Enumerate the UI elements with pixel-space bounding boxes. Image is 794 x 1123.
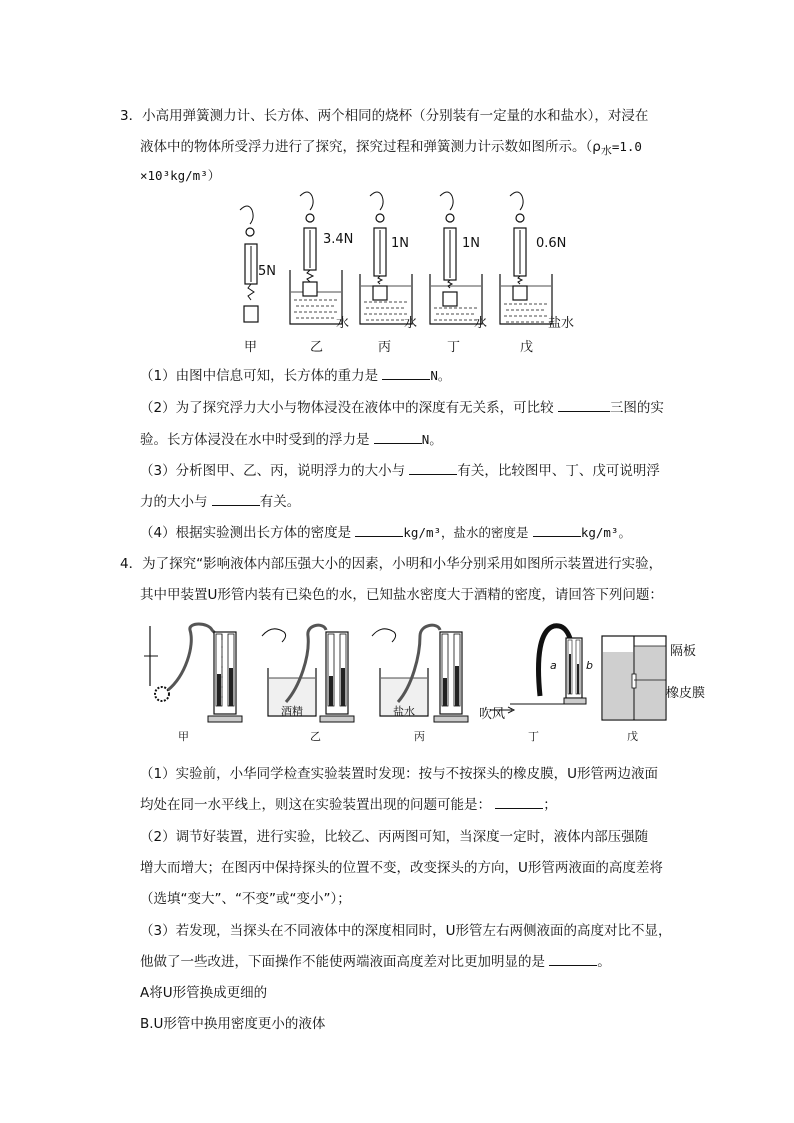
q4-label-jia: 甲 bbox=[178, 730, 189, 743]
q4-fig-wu bbox=[602, 636, 666, 720]
q4-sub-2: （2）调节好装置，进行实验，比较乙、丙两图可知，当深度一定时，液体内部压强随 bbox=[140, 829, 649, 845]
q3-fig-wu bbox=[500, 192, 552, 324]
q4-fig-jia bbox=[144, 624, 242, 722]
q3-reading-bing: 1N bbox=[391, 236, 409, 251]
q4-figure bbox=[140, 616, 700, 736]
q3-sub-4-text-b: kg/m³，盐水的密度是 bbox=[403, 525, 529, 540]
q4-sub-3-text-b: 他做了一些改进，下面操作不能使两端液面高度差对比更加明显的是 bbox=[140, 954, 545, 970]
q4-label-bing: 丙 bbox=[414, 730, 425, 743]
q3-sub-4 bbox=[140, 521, 631, 541]
q3-reading-ding: 1N bbox=[462, 236, 480, 251]
q4-sub-3: （3）若发现，当探头在不同液体中的深度相同时，U形管左右两侧液面的高度对比不显， bbox=[140, 923, 672, 939]
q3-sub-2-text-c: 验。长方体浸没在水中时受到的浮力是 bbox=[140, 432, 370, 448]
q4-sub-1-cont bbox=[140, 793, 557, 813]
q3-sub-1-unit: N。 bbox=[430, 368, 451, 383]
q3-sub-3-cont bbox=[140, 490, 300, 510]
answer-blank[interactable] bbox=[549, 953, 597, 966]
q3-liquid-ding: 水 bbox=[474, 316, 488, 331]
q4-fig-ding bbox=[490, 626, 586, 713]
q3-sub-1-text: （1）由图中信息可知，长方体的重力是 bbox=[140, 368, 379, 384]
q4-line-1: 4．为了探究“影响液体内部压强大小的因素，小明和小华分别采用如图所示装置进行实验， bbox=[120, 556, 663, 572]
q4-partition-label: 隔板 bbox=[670, 644, 697, 659]
q4-fig-bing bbox=[372, 625, 468, 722]
q3-fig-yi bbox=[290, 192, 342, 324]
q4-label-ding: 丁 bbox=[528, 730, 539, 743]
answer-blank[interactable] bbox=[374, 431, 422, 444]
q3-reading-wu: 0.6N bbox=[536, 236, 567, 251]
q4-fig-yi bbox=[262, 625, 354, 722]
q3-fig-bing bbox=[360, 192, 412, 324]
q3-sub-2-text: （2）为了探究浮力大小与物体浸没在液体中的深度有无关系，可比较 bbox=[140, 400, 554, 416]
q3-liquid-wu: 盐水 bbox=[548, 316, 575, 331]
q4-option-b: B.U形管中换用密度更小的液体 bbox=[140, 1016, 326, 1032]
q3-line-3: ×10³kg/m³） bbox=[140, 168, 221, 183]
q3-fig-jia bbox=[240, 206, 258, 322]
q4-sub-3-cont bbox=[140, 950, 611, 970]
q3-label-bing: 丙 bbox=[378, 340, 392, 355]
q3-line-2-end: =1.0 bbox=[611, 139, 642, 154]
answer-blank[interactable] bbox=[558, 399, 610, 412]
q3-sub-3-text-c: 力的大小与 bbox=[140, 494, 208, 510]
q3-sub-1 bbox=[140, 364, 450, 384]
answer-blank[interactable] bbox=[533, 524, 581, 537]
q3-sub-3-text: （3）分析图甲、乙、丙，说明浮力的大小与 bbox=[140, 463, 406, 479]
q3-label-wu: 戊 bbox=[520, 340, 534, 355]
q3-reading-yi: 3.4N bbox=[323, 232, 354, 247]
q4-saltwater-label: 盐水 bbox=[393, 705, 415, 718]
q3-sub-2-cont bbox=[140, 428, 442, 448]
q4-blow-label: 吹风 bbox=[479, 707, 506, 722]
q3-line-2 bbox=[140, 135, 642, 158]
q4-sub-1: （1）实验前，小华同学检查实验装置时发现：按与不按探头的橡皮膜，U形管两边液面 bbox=[140, 766, 658, 782]
answer-blank[interactable] bbox=[212, 493, 260, 506]
q4-label-b: b bbox=[586, 659, 593, 672]
q4-sub-2-cont: 增大而增大；在图丙中保持探头的位置不变，改变探头的方向，U形管两液面的高度差将 bbox=[140, 860, 663, 876]
q4-label-wu: 戊 bbox=[627, 730, 638, 743]
q4-sub-1-text-b: 均处在同一水平线上，则这在实验装置出现的问题可能是： bbox=[140, 797, 491, 813]
q4-line-2: 其中甲装置U形管内装有已染色的水，已知盐水密度大于酒精的密度，请回答下列问题： bbox=[140, 587, 663, 603]
q3-liquid-bing: 水 bbox=[404, 316, 418, 331]
q3-sub-3 bbox=[140, 459, 660, 479]
q4-option-a: A将U形管换成更细的 bbox=[140, 985, 268, 1001]
q4-label-a: a bbox=[550, 659, 557, 672]
answer-blank[interactable] bbox=[409, 462, 457, 475]
q3-sub-2-unit: N。 bbox=[421, 432, 442, 447]
q4-alcohol-label: 酒精 bbox=[281, 705, 303, 718]
q3-sub-4-text: （4）根据实验测出长方体的密度是 bbox=[140, 525, 352, 541]
q4-sub-1-end: ； bbox=[543, 797, 557, 813]
q4-sub-2-cont-2: （选填“变大”、“不变”或“变小”）； bbox=[140, 891, 351, 907]
q3-sub-4-unit: kg/m³。 bbox=[580, 525, 631, 540]
q3-label-jia: 甲 bbox=[244, 340, 258, 355]
q3-sub-2-text-b: 三图的实 bbox=[609, 400, 664, 416]
q3-label-yi: 乙 bbox=[310, 340, 324, 355]
q4-membrane-label: 橡皮膜 bbox=[666, 686, 706, 701]
q3-reading-jia: 5N bbox=[258, 264, 276, 279]
q3-sub-3-text-d: 有关。 bbox=[259, 494, 301, 510]
q3-label-ding: 丁 bbox=[447, 340, 461, 355]
answer-blank[interactable] bbox=[495, 796, 543, 809]
q3-line-2-text: 液体中的物体所受浮力进行了探究，探究过程和弹簧测力计示数如图所示。（ρ bbox=[140, 139, 601, 155]
q3-sub-3-text-b: 有关，比较图甲、丁、戊可说明浮 bbox=[457, 463, 660, 479]
answer-blank[interactable] bbox=[355, 524, 403, 537]
q4-label-yi: 乙 bbox=[310, 730, 321, 743]
q3-fig-ding bbox=[430, 192, 482, 324]
q3-line-2-sub: 水 bbox=[600, 144, 612, 157]
q3-sub-2 bbox=[140, 396, 664, 416]
answer-blank[interactable] bbox=[382, 367, 430, 380]
q4-sub-3-end: 。 bbox=[597, 954, 611, 970]
q3-line-1: 3．小高用弹簧测力计、长方体、两个相同的烧杯（分别装有一定量的水和盐水），对浸在 bbox=[120, 108, 649, 124]
q3-figure bbox=[220, 188, 600, 358]
q3-liquid-yi: 水 bbox=[336, 316, 350, 331]
